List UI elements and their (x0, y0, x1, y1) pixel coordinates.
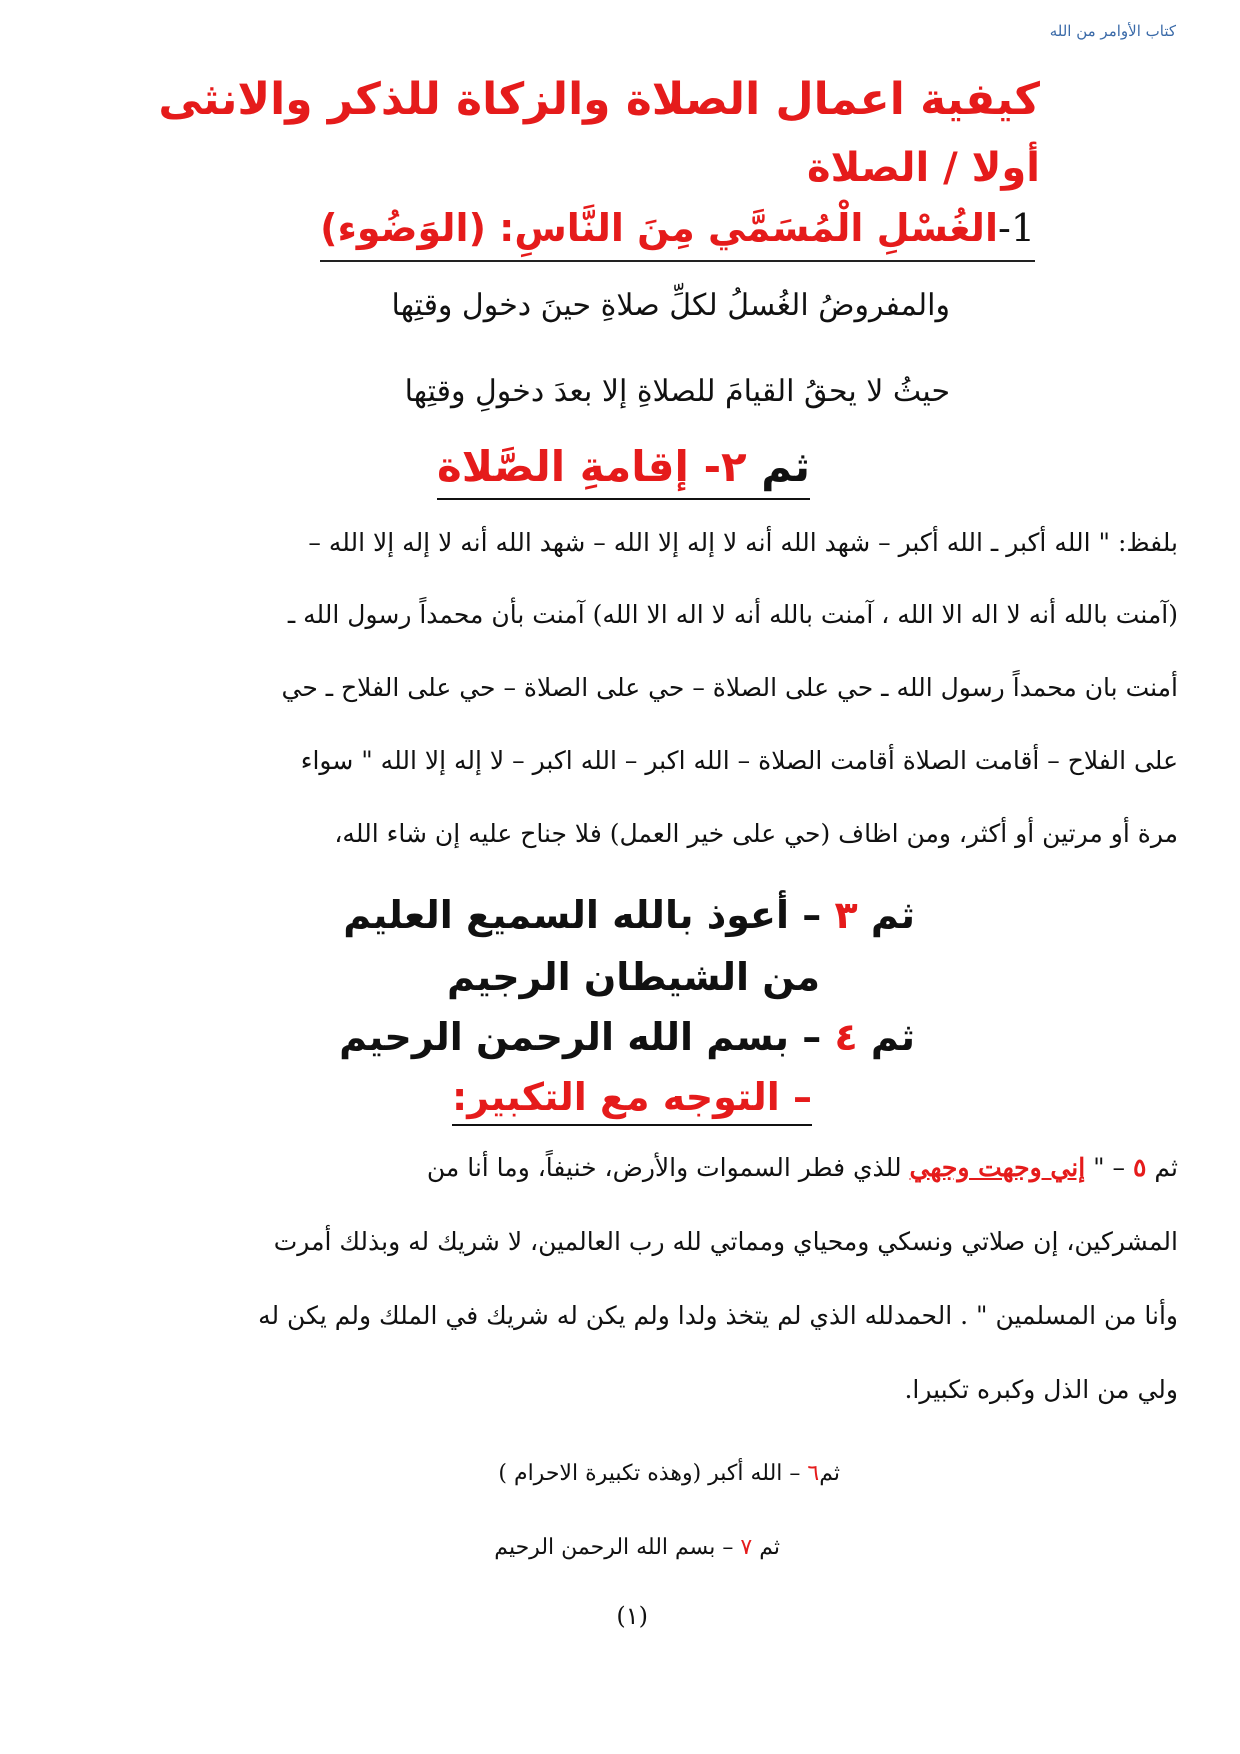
page-subtitle: أولا / الصلاة (807, 145, 1040, 191)
section-2-thumma: ثم (761, 442, 810, 491)
section-5-prefix: ثم (1154, 1153, 1178, 1182)
running-header: كتاب الأوامر من الله (1049, 22, 1176, 40)
section-4-thumma: ثم (870, 1015, 915, 1059)
section-1-number: 1- (997, 206, 1035, 250)
section-5-line-3: وأنا من المسلمين " . الحمدلله الذي لم يتخذ ولدا ولم يكن له شريك في الملك ولم يكن له (258, 1301, 1178, 1330)
section-7-number: ٧ (740, 1535, 753, 1560)
section-7-line (494, 1530, 780, 1566)
section-5-dash: – " (1085, 1153, 1133, 1182)
iqama-line-4: على الفلاح – أقامت الصلاة أقامت الصلاة – الله اكبر – الله اكبر – لا إله إلا الله " سواء (300, 746, 1178, 775)
section-6-text: – الله أكبر (وهذه تكبيرة الاحرام ) (498, 1461, 808, 1486)
section-5-highlight: إني وجهت وجهي (909, 1153, 1086, 1182)
section-3-thumma: ثم (870, 893, 915, 937)
section-1-heading (320, 200, 1035, 262)
section-5-number: ٥ (1133, 1153, 1147, 1182)
section-6-prefix: ثم (819, 1461, 840, 1486)
section-5-line-2: المشركين، إن صلاتي ونسكي ومحياي ومماتي لله رب العالمين، لا شريك له وبذلك أمرت (273, 1227, 1178, 1256)
section-3-line-2: من الشيطان الرجيم (446, 955, 820, 999)
section-5-line-4: ولي من الذل وكبره تكبيرا. (904, 1375, 1178, 1404)
tawajjuh-heading: – التوجه مع التكبير: (452, 1070, 812, 1126)
section-7-prefix: ثم (759, 1535, 780, 1560)
section-2-heading (437, 438, 810, 500)
section-1-line-1: والمفروضُ الغُسلُ لكلِّ صلاةِ حينَ دخول وقتِها (391, 288, 950, 323)
iqama-line-2: (آمنت بالله أنه لا اله الا الله ، آمنت بالله أنه لا اله الا الله) آمنت بأن محمداً رسول الله ـ (287, 600, 1178, 629)
section-4-text: – بسم الله الرحمن الرحيم (339, 1015, 822, 1059)
section-5-line-1 (427, 1148, 1178, 1188)
section-6-number: ٦ (807, 1461, 820, 1486)
section-1-line-2: حيثُ لا يحقُ القيامَ للصلاةِ إلا بعدَ دخولِ وقتِها (404, 374, 950, 409)
page-title: كيفية اعمال الصلاة والزكاة للذكر والانثى (158, 74, 1040, 125)
section-3-text: – أعوذ بالله السميع العليم (343, 893, 822, 937)
section-4-number: ٤ (834, 1015, 858, 1059)
section-1-title: الغُسْلِ الْمُسَمَّي مِنَ النَّاسِ: (الوَضُوء) (320, 206, 998, 250)
section-3-number: ٣ (834, 893, 858, 937)
iqama-line-1: بلفظ: " الله أكبر ـ الله أكبر – شهد الله أنه لا إله إلا الله – شهد الله أنه لا إله إلا الله – (308, 528, 1178, 557)
section-4-line (339, 1010, 915, 1064)
section-2-title: ٢- إقامةِ الصَّلاة (436, 442, 747, 491)
iqama-line-5: مرة أو مرتين أو أكثر، ومن اظاف (حي على خير العمل) فلا جناح عليه إن شاء الله، (334, 819, 1178, 848)
iqama-line-3: أمنت بان محمداً رسول الله ـ حي على الصلاة – حي على الصلاة – حي على الفلاح ـ حي (281, 673, 1178, 702)
section-6-line (498, 1456, 840, 1492)
section-5-rest: للذي فطر السموات والأرض، خنيفاً، وما أنا من (426, 1153, 910, 1182)
section-3-line-1 (343, 888, 915, 942)
section-7-text: – بسم الله الرحمن الرحيم (494, 1535, 741, 1560)
page-number: (١) (616, 1602, 648, 1630)
